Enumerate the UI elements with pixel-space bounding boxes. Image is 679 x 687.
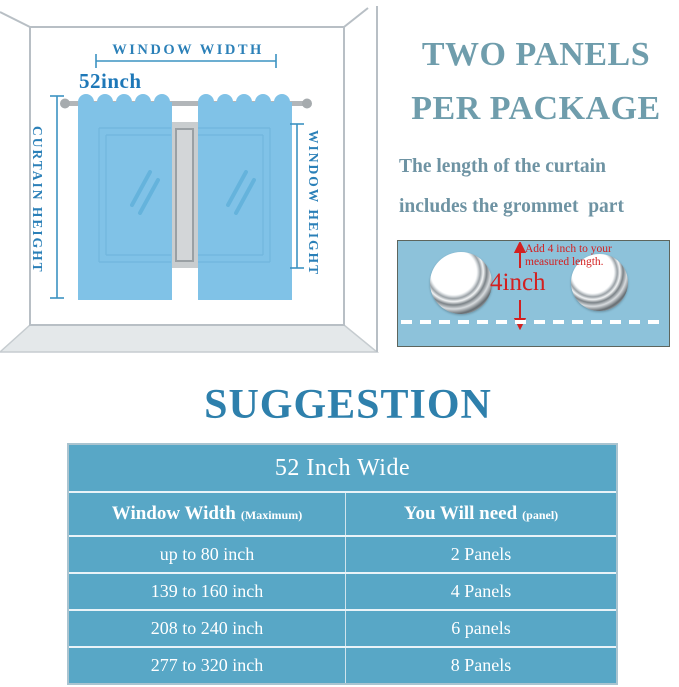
window-width-cell: up to 80 inch	[159, 544, 255, 564]
window-frame	[171, 122, 198, 268]
grommet-measurement-label: 4inch	[490, 269, 546, 296]
suggestion-heading: SUGGESTION	[204, 382, 492, 428]
length-note-line2: includes the grommet part	[399, 196, 624, 217]
panels-cell: 2 Panels	[345, 537, 616, 572]
window-width-cell: 208 to 240 inch	[150, 618, 264, 638]
curtain-height-label: CURTAIN HEIGHT	[30, 126, 45, 274]
grommet-figure	[397, 240, 670, 347]
window-width-cell: 277 to 320 inch	[150, 655, 264, 675]
panels-cell: 6 panels	[345, 611, 616, 646]
window-width-label: WINDOW WIDTH	[112, 42, 264, 58]
panels-cell: 4 Panels	[345, 574, 616, 609]
table-header-row	[69, 491, 616, 535]
package-title-line2: PER PACKAGE	[411, 90, 661, 127]
window-height-label: WINDOW HEIGHT	[306, 130, 321, 277]
table-row	[69, 572, 616, 609]
panels-cell: 8 Panels	[345, 648, 616, 683]
table-row	[69, 535, 616, 572]
room-illustration	[0, 0, 390, 365]
grommet-ring-icon	[430, 252, 492, 314]
table-row	[69, 646, 616, 683]
table-row	[69, 609, 616, 646]
window-width-cell: 139 to 160 inch	[150, 581, 264, 601]
curtain-width-value: 52inch	[79, 69, 142, 93]
stitch-dashed-line	[401, 320, 666, 324]
grommet-annotation	[525, 243, 612, 268]
package-title-line1: TWO PANELS	[421, 36, 651, 73]
column-header-you-will-need: You Will need (panel)	[345, 493, 616, 535]
floor	[0, 325, 377, 352]
suggestion-table	[67, 443, 618, 685]
table-title: 52 Inch Wide	[274, 454, 411, 481]
column-header-window-width: Window Width (Maximum)	[111, 503, 303, 524]
grommet-annotation-line2: measured length.	[525, 255, 604, 268]
grommet-annotation-line1: Add 4 inch to your	[525, 243, 612, 255]
length-note-line1: The length of the curtain	[399, 156, 606, 177]
